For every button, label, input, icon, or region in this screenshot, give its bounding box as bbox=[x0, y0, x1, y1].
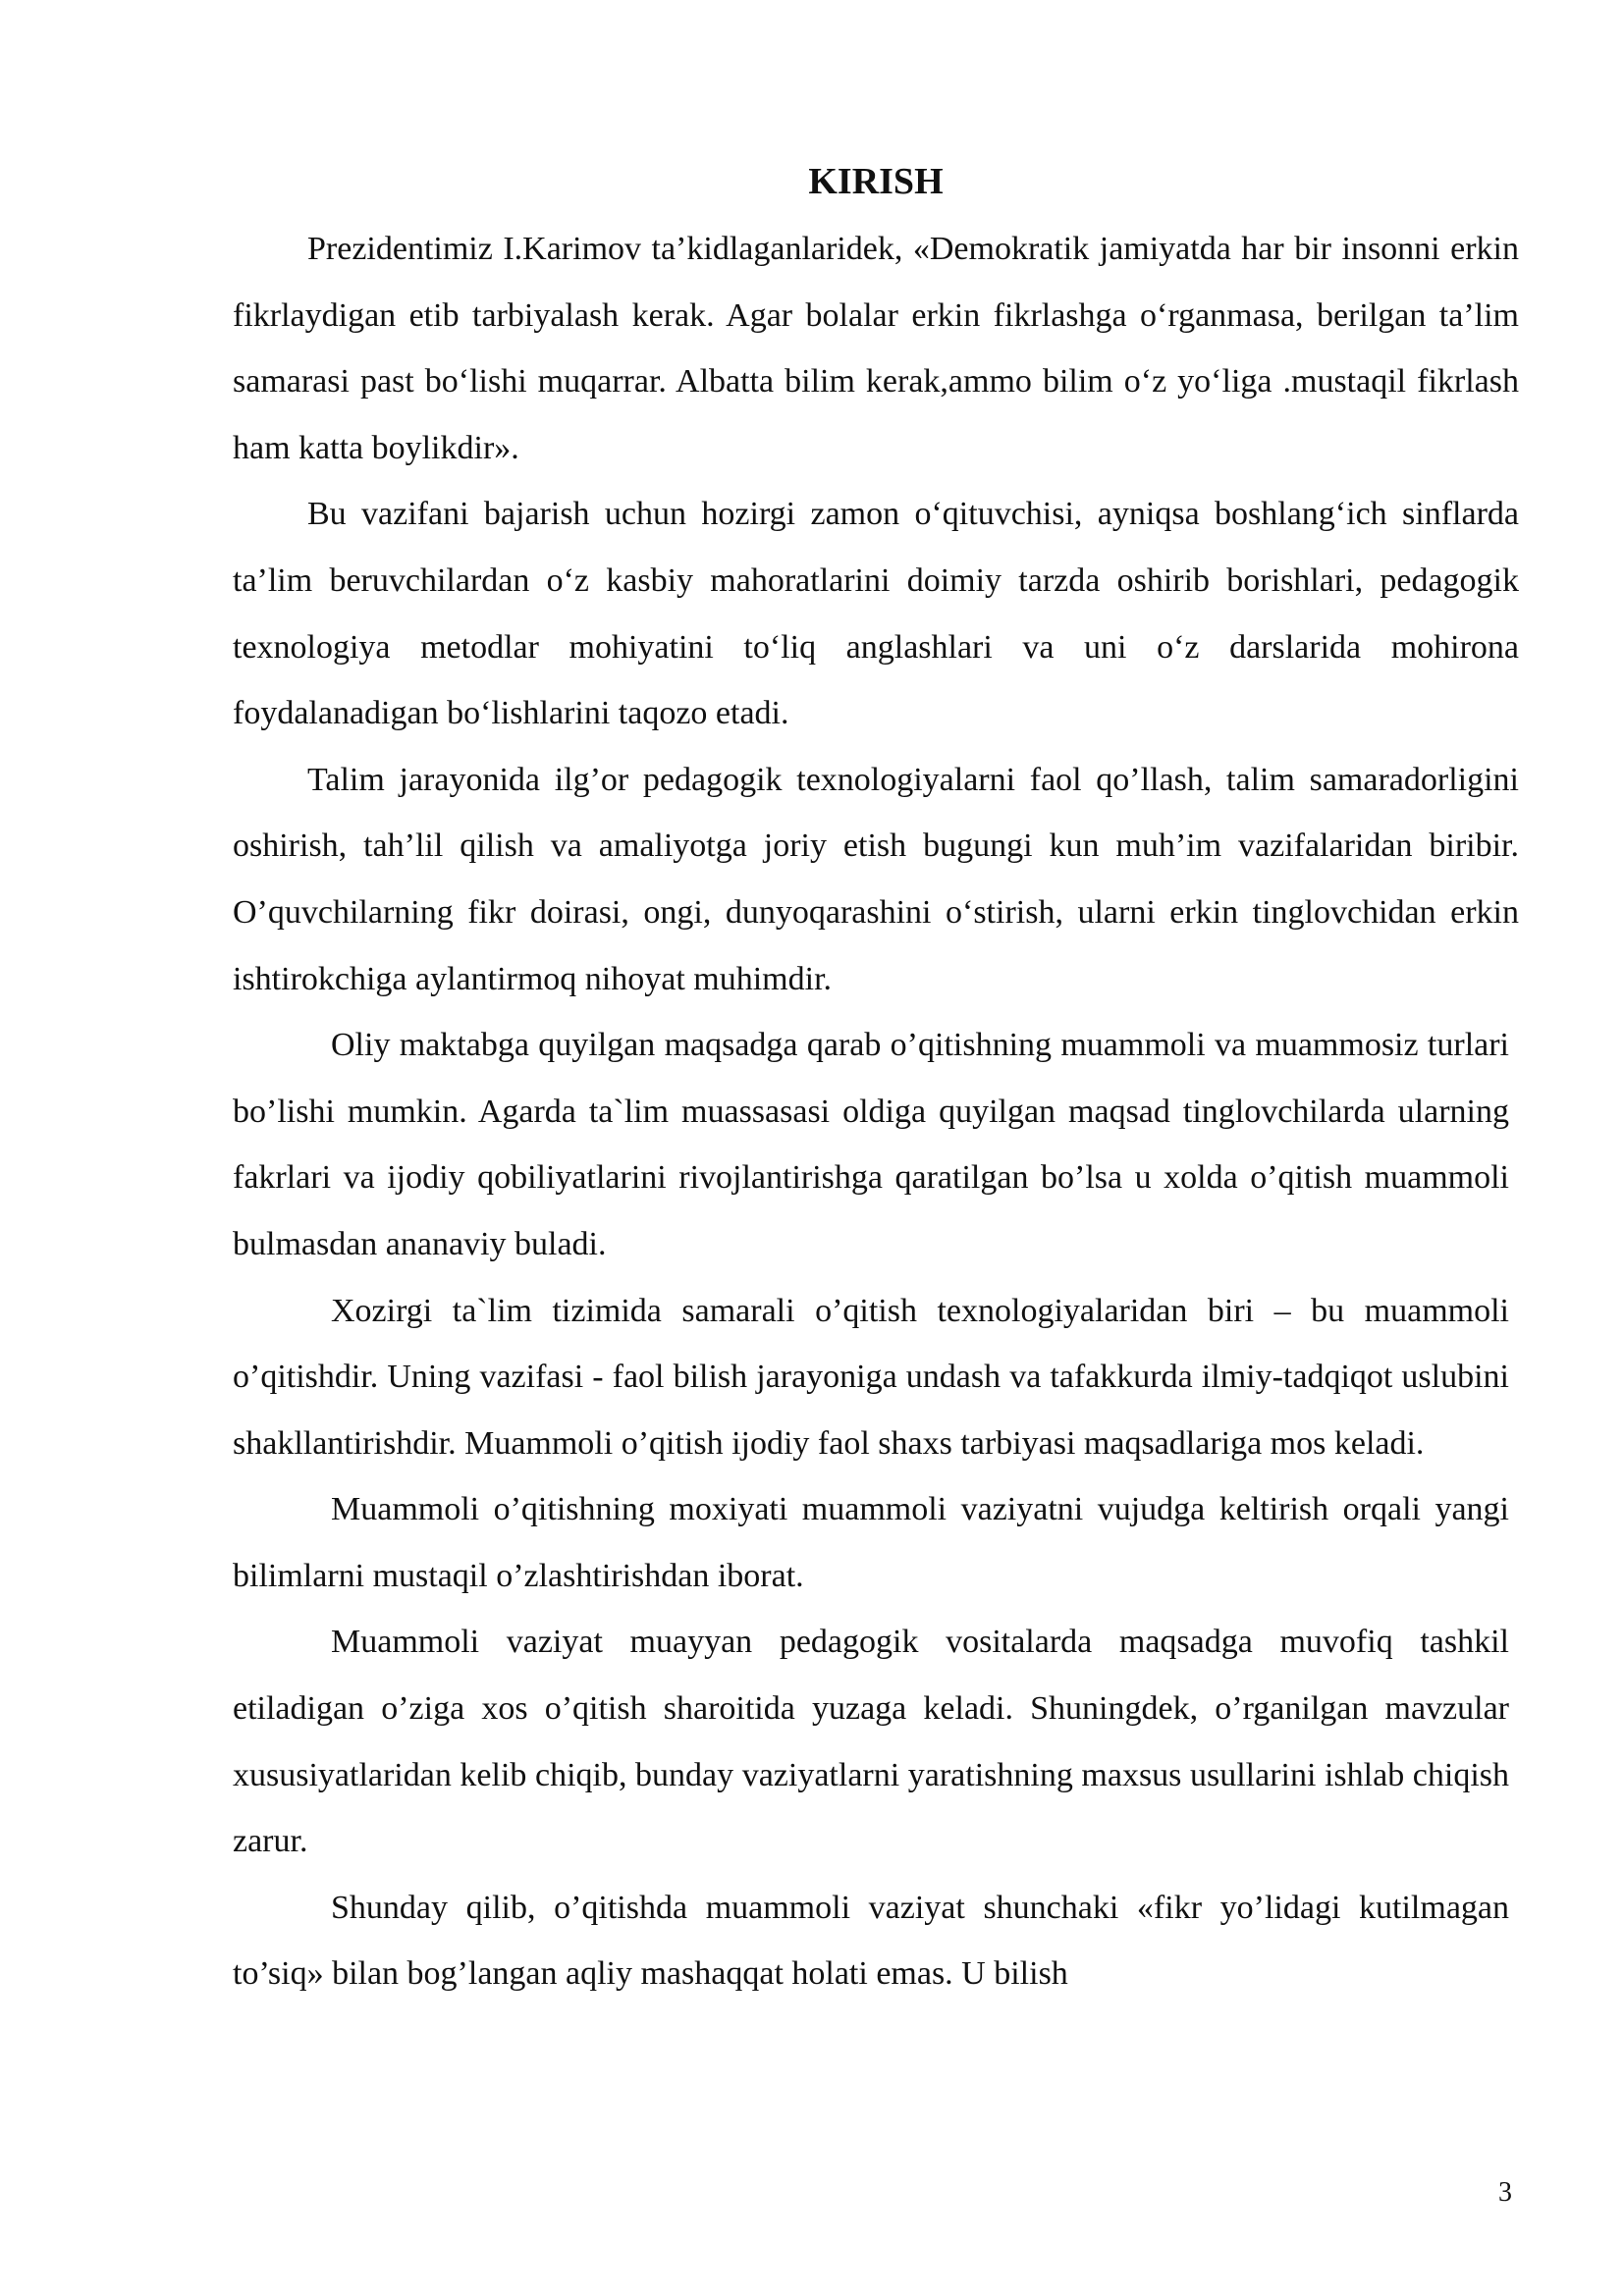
paragraph-2: Bu vazifani bajarish uchun hozirgi zamon o‘qituvchisi, ayniqsa boshlang‘ich sinflarda ta’lim beruvchilardan o‘z kasbiy mahoratlarini doimiy tarzda oshirib borishlari, pedagogik texnologiya metodlar mohiyatini to‘liq anglashlari va uni o‘z darslarida mohirona foydalanadigan bo‘lishlarini taqozo etadi. bbox=[233, 496, 1519, 732]
paragraph-3: Talim jarayonida ilg’or pedagogik texnologiyalarni faol qo’llash, talim samaradorligini oshirish, tah’lil qilish va amaliyotga joriy etish bugungi kun muh’im vazifalaridan biribir. O’quvchilarning fikr doirasi, ongi, dunyoqarashini o‘stirish, ularni erkin tinglovchidan erkin ishtirokchiga aylantirmoq nihoyat muhimdir. bbox=[233, 761, 1519, 997]
paragraph-6: Muammoli o’qitishning moxiyati muammoli vaziyatni vujudga keltirish orqali yangi bilimlarni mustaqil o’zlashtirishdan iborat. bbox=[233, 1491, 1509, 1594]
page-title: KIRISH bbox=[808, 161, 944, 202]
page-number: 3 bbox=[1498, 2177, 1512, 2208]
paragraph-1: Prezidentimiz I.Karimov ta’kidlaganlaridek, «Demokratik jamiyatda har bir insonni erkin fikrlaydigan etib tarbiyalash kerak. Agar bolalar erkin fikrlashga o‘rganmasa, berilgan ta’lim samarasi past bo‘lishi muqarrar. Albatta bilim kerak,ammo bilim o‘z yo‘liga .mustaqil fikrlash ham katta boylikdir». bbox=[233, 231, 1519, 466]
paragraph-8: Shunday qilib, o’qitishda muammoli vaziyat shunchaki «fikr yo’lidagi kutilmagan to’siq» bilan bog’langan aqliy mashaqqat holati emas. U bilish bbox=[233, 1889, 1509, 1993]
document-page bbox=[233, 147, 1519, 2007]
paragraph-5: Xozirgi ta`lim tizimida samarali o’qitish texnologiyalaridan biri – bu muammoli o’qitishdir. Uning vazifasi - faol bilish jarayoniga undash va tafakkurda ilmiy-tadqiqot uslubini shakllantirishdir. Muammoli o’qitish ijodiy faol shaxs tarbiyasi maqsadlariga mos keladi. bbox=[233, 1292, 1509, 1462]
paragraph-7: Muammoli vaziyat muayyan pedagogik vositalarda maqsadga muvofiq tashkil etiladigan o’ziga xos o’qitish sharoitida yuzaga keladi. Shuningdek, o’rganilgan mavzular xususiyatlaridan kelib chiqib, bunday vaziyatlarni yaratishning maxsus usullarini ishlab chiqish zarur. bbox=[233, 1624, 1509, 1860]
paragraph-4: Oliy maktabga quyilgan maqsadga qarab o’qitishning muammoli va muammosiz turlari bo’lishi mumkin. Agarda ta`lim muassasasi oldiga quyilgan maqsad tinglovchilarda ularning fakrlari va ijodiy qobiliyatlarini rivojlantirishga qaratilgan bo’lsa u xolda o’qitish muammoli bulmasdan ananaviy buladi. bbox=[233, 1027, 1509, 1262]
